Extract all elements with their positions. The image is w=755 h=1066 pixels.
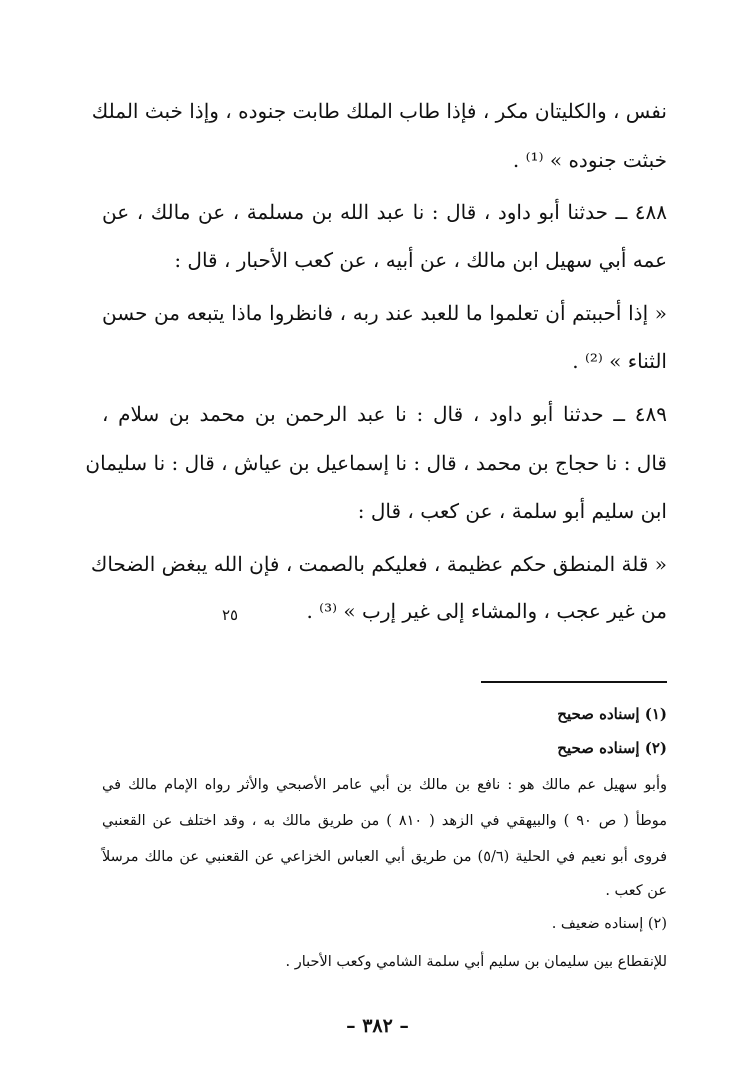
body-line-3: ٤٨٨ ــ حدثنا أبو داود ، قال : نا عبد الله بن مسلمة ، عن مالك ، عن: [102, 200, 667, 224]
footnote-separator: [481, 681, 667, 683]
body-line-10: « قلة المنطق حكم عظيمة ، فعليكم بالصمت ، فإن الله يبغض الضحاك: [90, 552, 667, 576]
footnote-2-text-4: عن كعب .: [605, 883, 667, 899]
body-line-5: « إذا أحببتم أن تعلموا ما للعبد عند ربه ، فانظروا ماذا يتبعه من حسن: [102, 301, 667, 325]
body-line-11: من غير عجب ، والمشاء إلى غير إرب » ⁽³⁾ .: [306, 599, 667, 623]
footnote-2: (٢) إسناده صحيح: [557, 739, 667, 757]
footnote-2-text-3: فروى أبو نعيم في الحلية (٥/٦) من طريق أبي العباس الخزاعي عن القعنبي عن مالك مرسلاً: [102, 849, 668, 865]
footnote-2-text-2: موطأ ( ص ٩٠ ) والبيهقي في الزهد ( ٨١٠ ) من طريق مالك به ، وقد اختلف عن القعنبي: [102, 813, 667, 829]
section-marker: ٢٥: [222, 606, 239, 624]
body-line-2: خبثت جنوده » ⁽¹⁾ .: [512, 148, 667, 172]
footnote-2-text-1: وأبو سهيل عم مالك هو : نافع بن مالك بن أبي عامر الأصبحي والأثر رواه الإمام مالك في: [102, 777, 667, 793]
footnote-3-text-1: للإنقطاع بين سليمان بن سليم أبي سلمة الشامي وكعب الأحبار .: [285, 954, 667, 970]
footnote-3: (٢) إسناده ضعيف .: [551, 916, 667, 932]
body-line-7: ٤٨٩ ــ حدثنا أبو داود ، قال : نا عبد الرحمن بن محمد بن سلام ،: [102, 402, 667, 426]
body-line-6: الثناء » ⁽²⁾ .: [572, 349, 667, 373]
page-number: – ٣٨٢ –: [346, 1015, 409, 1037]
body-line-4: عمه أبي سهيل ابن مالك ، عن أبيه ، عن كعب الأحبار ، قال :: [174, 248, 667, 272]
body-line-9: ابن سليم أبو سلمة ، عن كعب ، قال :: [357, 499, 667, 523]
body-line-1: نفس ، والكليتان مكر ، فإذا طاب الملك طابت جنوده ، وإذا خبث الملك: [91, 99, 667, 123]
footnote-1: (١) إسناده صحيح: [557, 705, 667, 723]
body-line-8: قال : نا حجاج بن محمد ، قال : نا إسماعيل بن عياش ، قال : نا سليمان: [85, 451, 667, 475]
